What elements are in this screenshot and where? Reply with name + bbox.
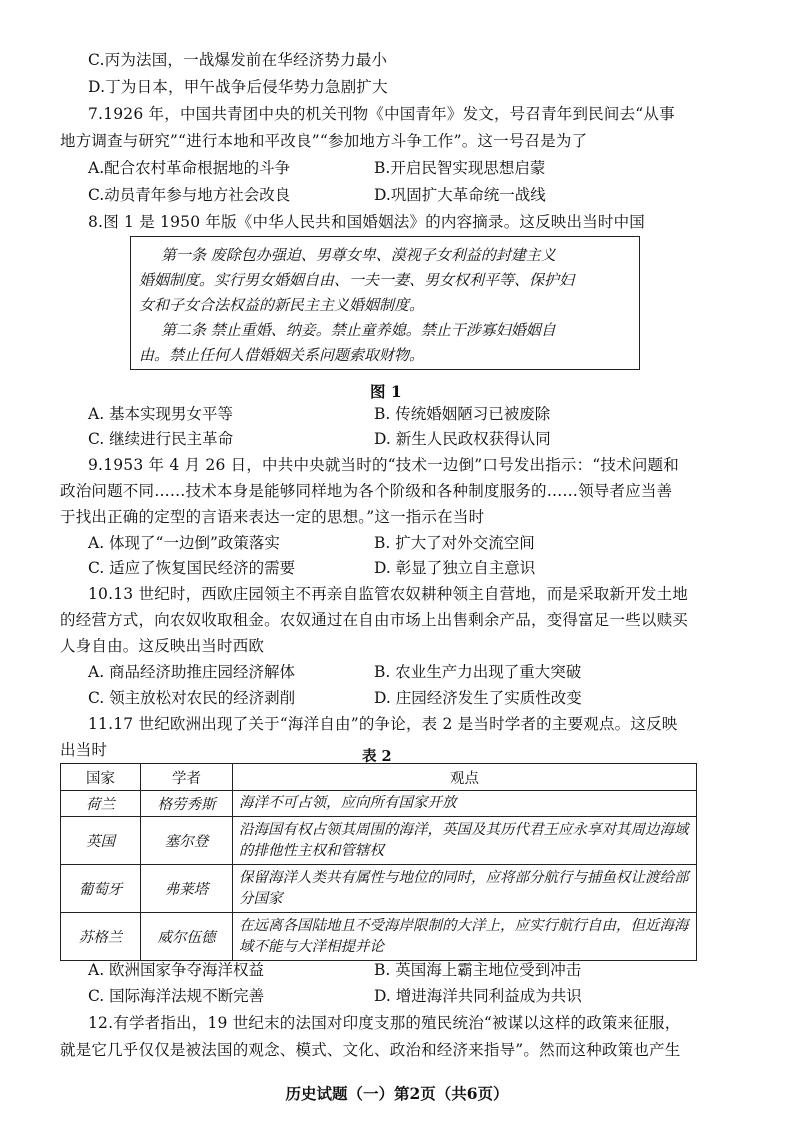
figure-1-line-4: 第二条 禁止重婚、纳妾。禁止童养媳。禁止干涉寡妇婚姻自 [161,321,556,339]
question-7-stem: 7.1926 年，中国共青团中央的机关刊物《中国青年》发文，号召青年到民间去“从事 [88,105,675,123]
table-cell-country: 英国 [61,817,141,865]
figure-1-line-3: 女和子女合法权益的新民主主义婚姻制度。 [139,296,425,314]
question-8-stem: 8.图 1 是 1950 年版《中华人民共和国婚姻法》的内容摘录。这反映出当时中国 [88,213,646,231]
q8-option-d: D. 新生人民政权获得认同 [374,430,551,448]
table-cell-country: 荷兰 [61,791,141,817]
q8-option-a: A. 基本实现男女平等 [88,405,234,423]
table-cell-scholar: 弗莱塔 [141,865,233,913]
table-2-caption: 表 2 [362,748,392,765]
table-cell-country: 苏格兰 [61,913,141,961]
table-header-country: 国家 [61,764,141,791]
table-cell-view: 在远离各国陆地且不受海岸限制的大洋上，应实行航行自由，但近海海域不能与大洋相提并论 [233,913,697,961]
option-d-q6: D.丁为日本，甲午战争后侵华势力急剧扩大 [88,78,388,96]
q8-option-b: B. 传统婚姻陋习已被废除 [374,405,551,423]
table-row [61,913,697,961]
figure-1-line-2: 婚姻制度。实行男女婚姻自由、一夫一妻、男女权利平等、保护妇 [139,271,575,289]
q9-option-b: B. 扩大了对外交流空间 [374,534,535,552]
q7-option-d: D.巩固扩大革命统一战线 [374,186,546,204]
question-11-stem: 11.17 世纪欧洲出现了关于“海洋自由”的争论，表 2 是当时学者的主要观点。这反映 [88,715,678,733]
q9-option-d: D. 彰显了独立自主意识 [374,559,536,577]
table-header-scholar: 学者 [141,764,233,791]
figure-1-line-1: 第一条 废除包办强迫、男尊女卑、漠视子女利益的封建主义 [161,246,556,264]
q10-option-d: D. 庄园经济发生了实质性改变 [374,689,582,707]
q10-option-a: A. 商品经济助推庄园经济解体 [88,663,296,681]
question-9-stem: 9.1953 年 4 月 26 日，中共中央就当时的“技术一边倒”口号发出指示：“技术问题和 [88,456,679,474]
question-9-stem-cont-2: 于找出正确的定型的言语来表达一定的思想。”这一指示在当时 [60,508,485,526]
figure-1-caption: 图 1 [370,382,402,401]
table-cell-country: 葡萄牙 [61,865,141,913]
table-row [61,791,697,817]
q7-option-a: A.配合农村革命根据地的斗争 [88,159,291,177]
figure-1-box [130,236,640,370]
table-cell-view: 沿海国有权占领其周围的海洋，英国及其历代君王应永享对其周边海域的排他性主权和管辖权 [233,817,697,865]
q9-option-c: C. 适应了恢复国民经济的需要 [88,559,296,577]
q11-option-a: A. 欧洲国家争夺海洋权益 [88,961,265,979]
option-c-q6: C.丙为法国，一战爆发前在华经济势力最小 [88,51,388,69]
table-cell-scholar: 格劳秀斯 [141,791,233,817]
table-cell-view: 保留海洋人类共有属性与地位的同时，应将部分航行与捕鱼权让渡给部分国家 [233,865,697,913]
page-footer: 历史试题（一）第2页（共6页） [285,1084,509,1103]
question-10-stem-cont-2: 人身自由。这反映出当时西欧 [60,637,265,655]
table-row [61,865,697,913]
table-cell-view: 海洋不可占领，应向所有国家开放 [233,791,697,817]
q8-option-c: C. 继续进行民主革命 [88,430,234,448]
table-2 [60,763,697,961]
question-7-stem-cont: 地方调查与研究”“进行本地和平改良”“参加地方斗争工作”。这一号召是为了 [60,132,588,150]
q11-option-c: C. 国际海洋法规不断完善 [88,987,265,1005]
figure-1-line-5: 由。禁止任何人借婚姻关系问题索取财物。 [139,346,425,364]
q9-option-a: A. 体现了“一边倒”政策落实 [88,534,280,552]
table-header-row [61,764,697,791]
question-12-stem-cont: 就是它几乎仅仅是被法国的观念、模式、文化、政治和经济来指导”。然而这种政策也产生 [60,1041,681,1059]
question-10-stem: 10.13 世纪时，西欧庄园领主不再亲自监管农奴耕种领主自营地，而是采取新开发土地 [88,585,689,603]
question-11-stem-cont: 出当时 [60,741,108,759]
q10-option-b: B. 农业生产力出现了重大突破 [374,663,582,681]
question-9-stem-cont-1: 政治问题不同……技术本身是能够同样地为各个阶级和各种制度服务的……领导者应当善 [60,482,673,500]
q10-option-c: C. 领主放松对农民的经济剥削 [88,689,296,707]
table-cell-scholar: 威尔伍德 [141,913,233,961]
q7-option-b: B.开启民智实现思想启蒙 [374,159,546,177]
table-row [61,817,697,865]
question-12-stem: 12.有学者指出，19 世纪末的法国对印度支那的殖民统治“被谋以这样的政策来征服， [88,1014,681,1032]
question-10-stem-cont-1: 的经营方式，向农奴收取租金。农奴通过在自由市场上出售剩余产品，变得富足一些以赎买 [60,611,689,629]
q11-option-d: D. 增进海洋共同利益成为共识 [374,987,582,1005]
table-cell-scholar: 塞尔登 [141,817,233,865]
q11-option-b: B. 英国海上霸主地位受到冲击 [374,961,582,979]
table-header-view: 观点 [233,764,697,791]
q7-option-c: C.动员青年参与地方社会改良 [88,186,291,204]
